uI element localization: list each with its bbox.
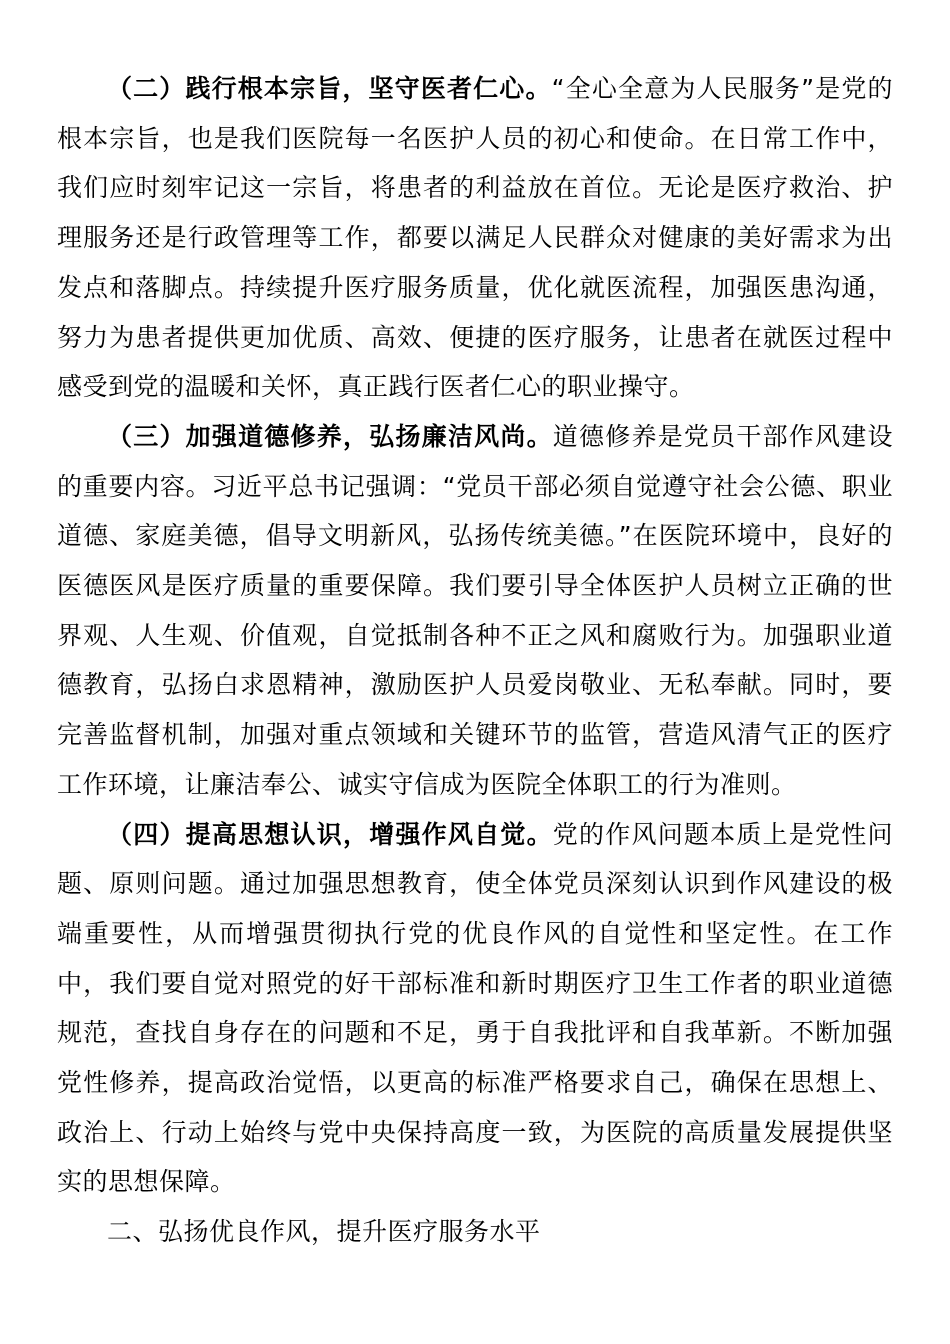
section-3-heading: （三）加强道德修养，弘扬廉洁风尚。 [107,421,553,451]
document-page [57,64,893,1257]
section-3-body: 道德修养是党员干部作风建设的重要内容。习近平总书记强调：“党员干部必须自觉遵守社会公德、职业道德、家庭美德，倡导文明新风，弘扬传统美德。”在医院环境中，良好的医德医风是医疗质量的重要保障。我们要引导全体医护人员树立正确的世界观、人生观、价值观，自觉抵制各种不正之风和腐败行为。加强职业道德教育，弘扬白求恩精神，激励医护人员爱岗敬业、无私奉献。同时，要完善监督机制，加强对重点领域和关键环节的监管，营造风清气正的医疗工作环境，让廉洁奉公、诚实守信成为医院全体职工的行为准则。 [57,421,893,799]
section-4-heading: （四）提高思想认识，增强作风自觉。 [107,819,553,849]
part-2-heading: 二、弘扬优良作风，提升医疗服务水平 [107,1217,541,1247]
section-2-paragraph [57,64,893,412]
section-4-paragraph [57,810,893,1208]
section-2-heading: （二）践行根本宗旨，坚守医者仁心。 [107,74,552,103]
section-3-paragraph [57,412,893,810]
section-4-body: 党的作风问题本质上是党性问题、原则问题。通过加强思想教育，使全体党员深刻认识到作风建设的极端重要性，从而增强贯彻执行党的优良作风的自觉性和坚定性。在工作中，我们要自觉对照党的好干部标准和新时期医疗卫生工作者的职业道德规范，查找自身存在的问题和不足，勇于自我批评和自我革新。不断加强党性修养，提高政治觉悟，以更高的标准严格要求自己，确保在思想上、政治上、行动上始终与党中央保持高度一致，为医院的高质量发展提供坚实的思想保障。 [57,819,893,1197]
section-2-body: “全心全意为人民服务”是党的根本宗旨，也是我们医院每一名医护人员的初心和使命。在日常工作中，我们应时刻牢记这一宗旨，将患者的利益放在首位。无论是医疗救治、护理服务还是行政管理等工作，都要以满足人民群众对健康的美好需求为出发点和落脚点。持续提升医疗服务质量，优化就医流程，加强医患沟通，努力为患者提供更加优质、高效、便捷的医疗服务，让患者在就医过程中感受到党的温暖和关怀，真正践行医者仁心的职业操守。 [57,74,893,402]
